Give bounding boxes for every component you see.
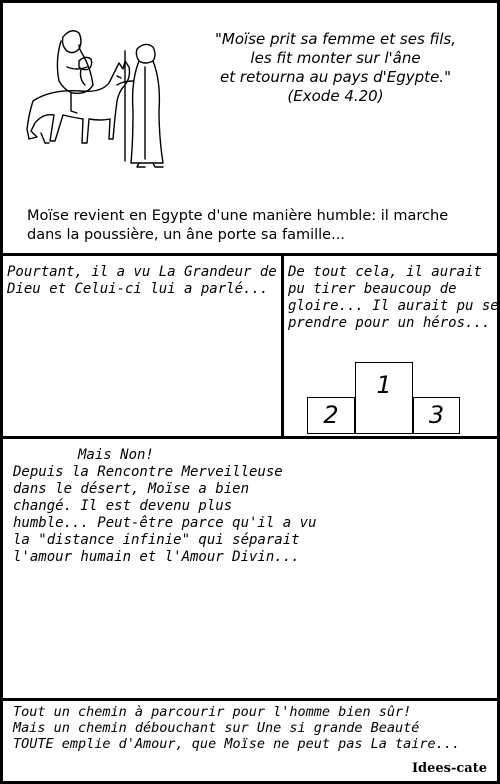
text-line: gloire... Il aurait pu se (288, 298, 499, 314)
panel-mais-non (3, 439, 497, 701)
text-line: Mais un chemin débouchant sur Une si grande Beauté (13, 720, 420, 736)
podium-third-place: 3 (413, 397, 460, 434)
text-line: pu tirer beaucoup de (288, 281, 457, 297)
text-line: De tout cela, il aurait (288, 264, 482, 280)
podium-illustration (307, 362, 460, 434)
panel-heading: Mais Non! (78, 447, 154, 463)
quote-line: les fit monter sur l'âne (250, 49, 421, 67)
quote-line: et retourna au pays d'Egypte." (220, 68, 451, 86)
podium-second-place: 2 (307, 397, 355, 434)
panel-conclusion (3, 701, 497, 781)
text-line: Dieu et Celui-ci lui a parlé... (7, 281, 269, 297)
intro-text: Moïse revient en Egypte d'une manière humble: il marche dans la poussière, un âne porte sa famille... (27, 208, 449, 243)
podium-first-place: 1 (355, 362, 413, 434)
panel-text (7, 264, 277, 298)
text-line: dans le désert, Moïse a bien (13, 481, 250, 497)
quote-line: "Moïse prit sa femme et ses fils, (215, 30, 456, 48)
exodus-quote (193, 30, 478, 106)
panel-glory (284, 256, 497, 439)
text-line: Tout un chemin à parcourir pour l'homme bien sûr! (13, 704, 412, 720)
text-line: l'amour humain et l'Amour Divin... (13, 549, 300, 565)
moses-donkey-illustration (21, 21, 171, 171)
panel-text (288, 264, 499, 332)
panel-grandeur (3, 256, 284, 439)
panel-text (13, 704, 460, 752)
text-line: la "distance infinie" qui séparait (13, 532, 300, 548)
text-line: humble... Peut-être parce qu'il a vu (13, 515, 317, 531)
text-line: TOUTE emplie d'Amour, que Moïse ne peut pas La taire... (13, 736, 461, 752)
text-line: changé. Il est devenu plus (13, 498, 233, 514)
text-line: Depuis la Rencontre Merveilleuse (13, 464, 283, 480)
panel-moses-returns (3, 3, 497, 256)
panel-text (13, 447, 316, 566)
text-line: Pourtant, il a vu La Grandeur de (7, 264, 277, 280)
text-line: prendre pour un héros... (288, 315, 491, 331)
credit-label: Idees-cate (411, 761, 487, 776)
quote-reference: (Exode 4.20) (287, 87, 384, 105)
